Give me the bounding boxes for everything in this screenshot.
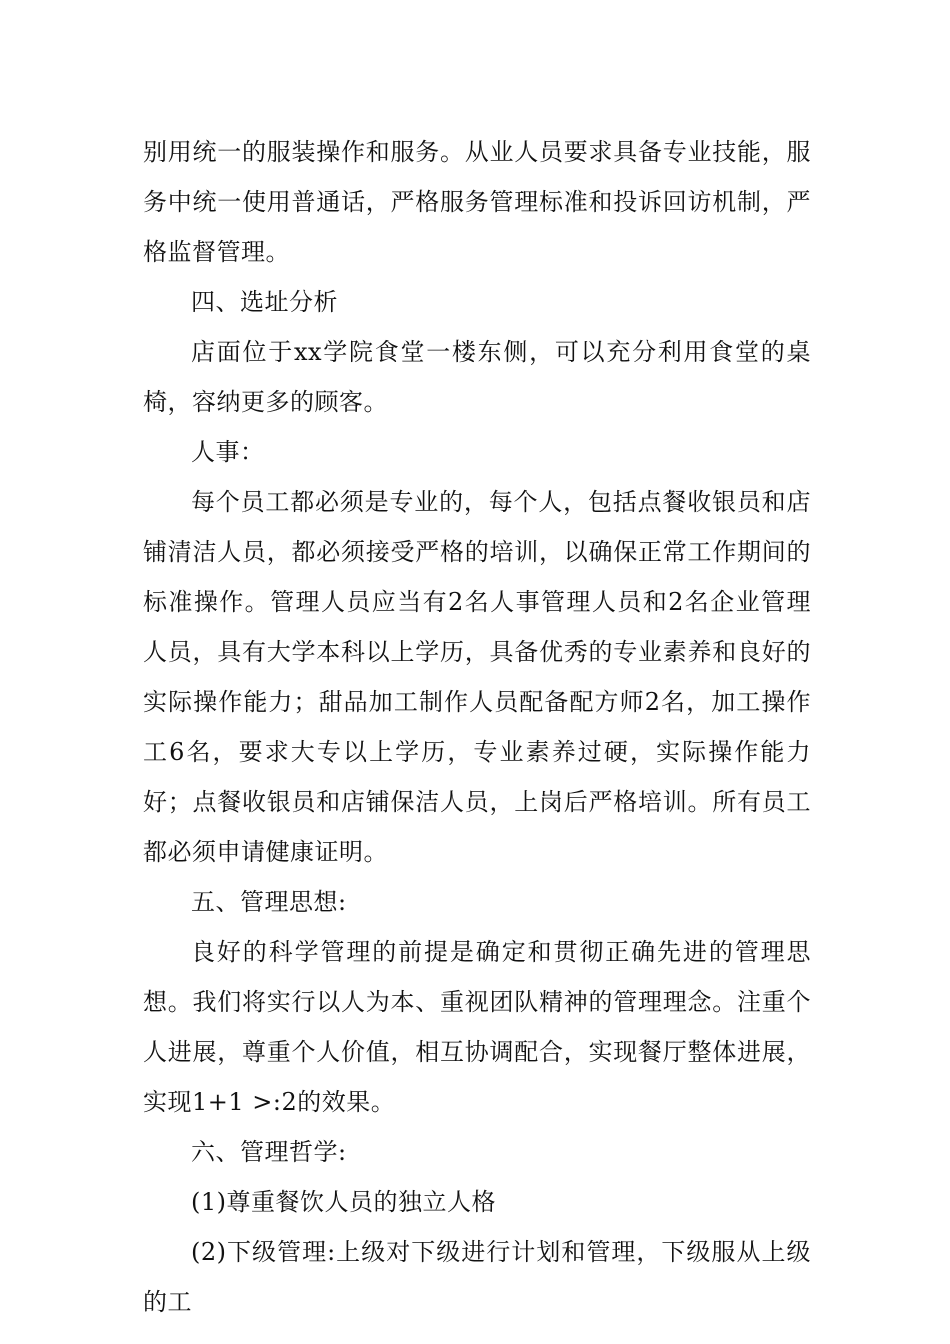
- heading-management-thought: 五、管理思想:: [191, 888, 347, 916]
- paragraph-management-thought: 良好的科学管理的前提是确定和贯彻正确先进的管理思想。我们将实行以人为本、重视团队精神的管理理念。注重个人进展，尊重个人价值，相互协调配合，实现餐厅整体进展，实现1+1 >:2的效果。: [143, 938, 811, 1116]
- heading-management-philosophy: 六、管理哲学:: [191, 1138, 347, 1166]
- list-item-subordinate-management: (2)下级管理:上级对下级进行计划和管理，下级服从上级的工: [143, 1238, 811, 1316]
- paragraph-site-location: 店面位于xx学院食堂一楼东侧，可以充分利用食堂的桌椅，容纳更多的顾客。: [143, 338, 811, 416]
- list-item-respect-personality: (1)尊重餐饮人员的独立人格: [191, 1188, 496, 1216]
- paragraph-staff-uniform: 别用统一的服装操作和服务。从业人员要求具备专业技能，服务中统一使用普通话，严格服务管理标准和投诉回访机制，严格监督管理。: [143, 138, 811, 266]
- heading-site-analysis: 四、选址分析: [191, 288, 338, 316]
- heading-personnel: 人事：: [191, 438, 265, 466]
- document-body: [143, 127, 811, 1327]
- paragraph-personnel-details: 每个员工都必须是专业的，每个人，包括点餐收银员和店铺清洁人员，都必须接受严格的培训，以确保正常工作期间的标准操作。管理人员应当有2名人事管理人员和2名企业管理人员，具有大学本科以上学历，具备优秀的专业素养和良好的实际操作能力；甜品加工制作人员配备配方师2名，加工操作工6名，要求大专以上学历，专业素养过硬，实际操作能力好；点餐收银员和店铺保洁人员，上岗后严格培训。所有员工都必须申请健康证明。: [143, 488, 811, 866]
